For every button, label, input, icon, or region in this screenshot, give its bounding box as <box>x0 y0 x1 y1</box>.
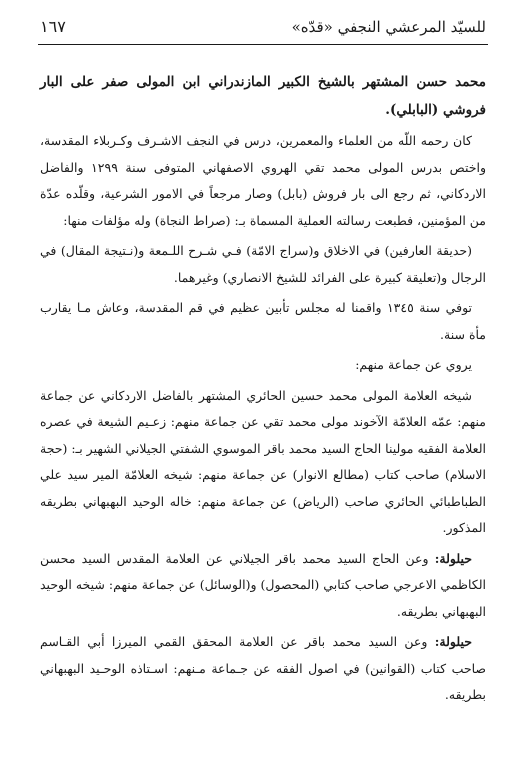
page-header <box>40 14 486 40</box>
page-body <box>40 68 486 709</box>
hayloula-paragraph-2 <box>40 629 486 709</box>
bio-paragraph: كان رحمه اللّه من العلماء والمعمرين، درس في النجف الاشـرف وكـربلاء المقدسة، واختص بدرس المولى محمد تقي الهروي الاصفهاني المتوفى سنة ١٢٩٩ والفاضل الاردكاني، ثم رجع الى بار فروش (بابل) وصار مرجعاً في الامور الشرعية، وقلّده عدّة من المؤمنين، فطبعت رسالته العملية المسماة بـ: (صراط النجاة) وله مؤلفات منها: <box>40 133 486 228</box>
header-rule <box>38 44 488 45</box>
hayloula-lead-1: حيلولة: <box>434 550 472 566</box>
works-paragraph: (حديقة العارفين) في الاخلاق و(سراج الامّة) فـي شـرح اللـمعة و(نـتيجة المقال) في الرجال و(تعليقة كبيرة على الفرائد للشيخ الانصاري) وغيرهما. <box>40 243 486 285</box>
chain-paragraph: شيخه العلامة المولى محمد حسين الحائري المشتهر بالفاضل الاردكاني عن جماعة منهم: عمّه العلامّة الآخوند مولى محمد تقي عن جماعة منهم: زعـيم الشيعة في عصره العلامة الفقيه مولينا الحاج السيد محمد باقر الموسوي الشفتي الجيلاني الشهير بـ: (حجة الاسلام) صاحب كتاب (مطالع الانوار) عن جماعة منهم: شيخه العلامّة المير سيد علي الطباطبائي الحائري صاحب (الرياض) عن جماعة منهم: خاله الوحيد البهبهاني بطريقه المذكور. <box>40 387 486 535</box>
hayloula-text-2: وعن السيد محمد باقر عن العلامة المحقق القمي الميرزا أبي القـاسم صاحب كتاب (القوانين) في اصول الفقه عن جـماعة مـنهم: اسـتاذه الوحـيد البهبهاني بطريقه. <box>40 634 486 702</box>
running-title: للسيّد المرعشي النجفي «قدّه» <box>291 18 486 36</box>
death-paragraph: توفي سنة ١٣٤٥ واقمنا له مجلس تأبين عظيم في قم المقدسة، وعاش مـا يقارب مأة سنة. <box>40 300 486 342</box>
hayloula-lead-2: حيلولة: <box>434 634 472 649</box>
entry-title: محمد حسن المشتهر بالشيخ الكبير المازندراني ابن المولى صفر على البار فروشي (البابلي). <box>40 74 486 118</box>
hayloula-paragraph-1 <box>40 546 486 626</box>
narrates-paragraph: يروي عن جماعة منهم: <box>355 357 472 372</box>
page-number: ١٦٧ <box>40 17 66 36</box>
hayloula-text-1: وعن الحاج السيد محمد باقر الجيلاني عن العلامة المقدس السيد محسن الكاظمي الاعرجي صاحب كتابي (المحصول) و(الوسائل) عن جماعة منهم: شيخه الوحيد البهبهاني بطريقه. <box>40 550 486 619</box>
